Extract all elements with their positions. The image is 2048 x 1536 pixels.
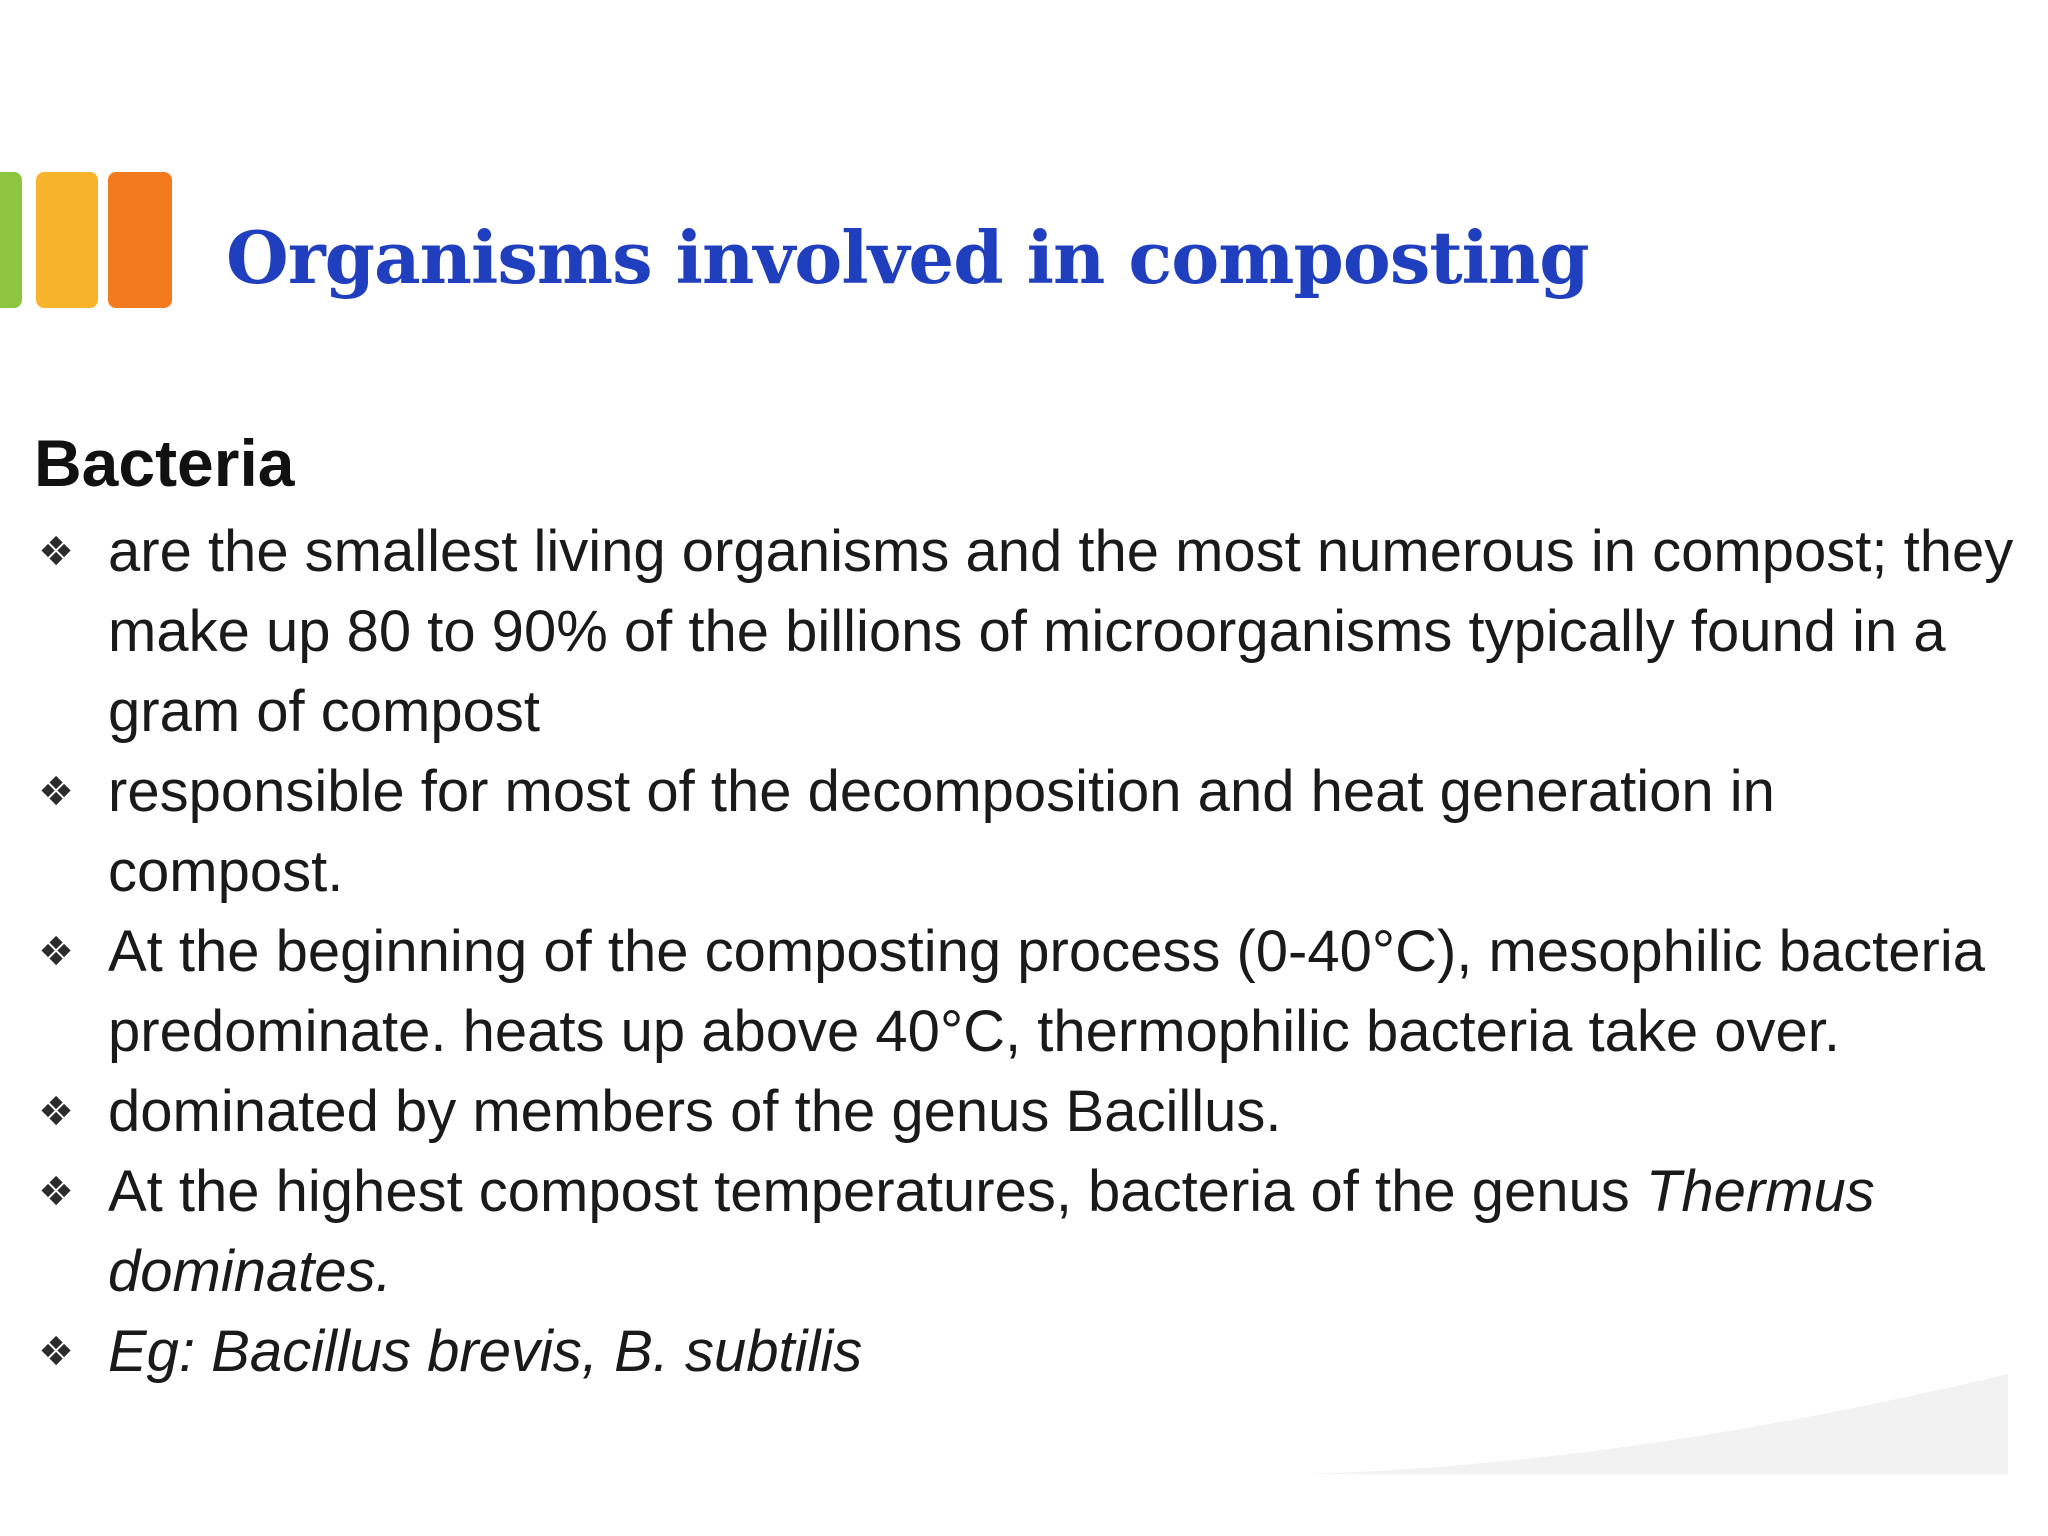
bullet-list: [30, 512, 2020, 1392]
bullet-text: dominated by members of the genus Bacillus.: [108, 1079, 1282, 1144]
four-diamond-bullet-icon: ❖: [38, 1329, 74, 1375]
slide-title: Organisms involved in composting: [226, 215, 1589, 300]
bullet-text: responsible for most of the decomposition and heat generation in compost.: [108, 759, 1775, 904]
bullet-item: [30, 1152, 2020, 1312]
section-heading: Bacteria: [34, 426, 295, 500]
bullet-text-italic: Eg: Bacillus brevis, B. subtilis: [108, 1319, 863, 1384]
bullet-item: [30, 752, 2020, 912]
bullet-text-italic: Thermus dominates.: [108, 1159, 1875, 1304]
bullet-text: are the smallest living organisms and the most numerous in compost; they make up 80 to 90% of the billions of microorganisms typically found in a gram of compost: [108, 519, 2014, 744]
four-diamond-bullet-icon: ❖: [38, 1089, 74, 1135]
four-diamond-bullet-icon: ❖: [38, 929, 74, 975]
bullet-item: [30, 912, 2020, 1072]
accent-bar-orange: [108, 172, 172, 308]
bullet-text: At the highest compost temperatures, bacteria of the genus: [108, 1159, 1646, 1224]
bullet-item: [30, 1072, 2020, 1152]
four-diamond-bullet-icon: ❖: [38, 769, 74, 815]
four-diamond-bullet-icon: ❖: [38, 529, 74, 575]
decorative-swoosh: [1308, 1366, 2008, 1476]
accent-bar-yellow: [36, 172, 98, 308]
accent-bar-green: [0, 172, 22, 308]
bullet-text: At the beginning of the composting process (0-40°C), mesophilic bacteria predominate. heats up above 40°C, thermophilic bacteria take over.: [108, 919, 1985, 1064]
four-diamond-bullet-icon: ❖: [38, 1169, 74, 1215]
bullet-item: [30, 512, 2020, 752]
